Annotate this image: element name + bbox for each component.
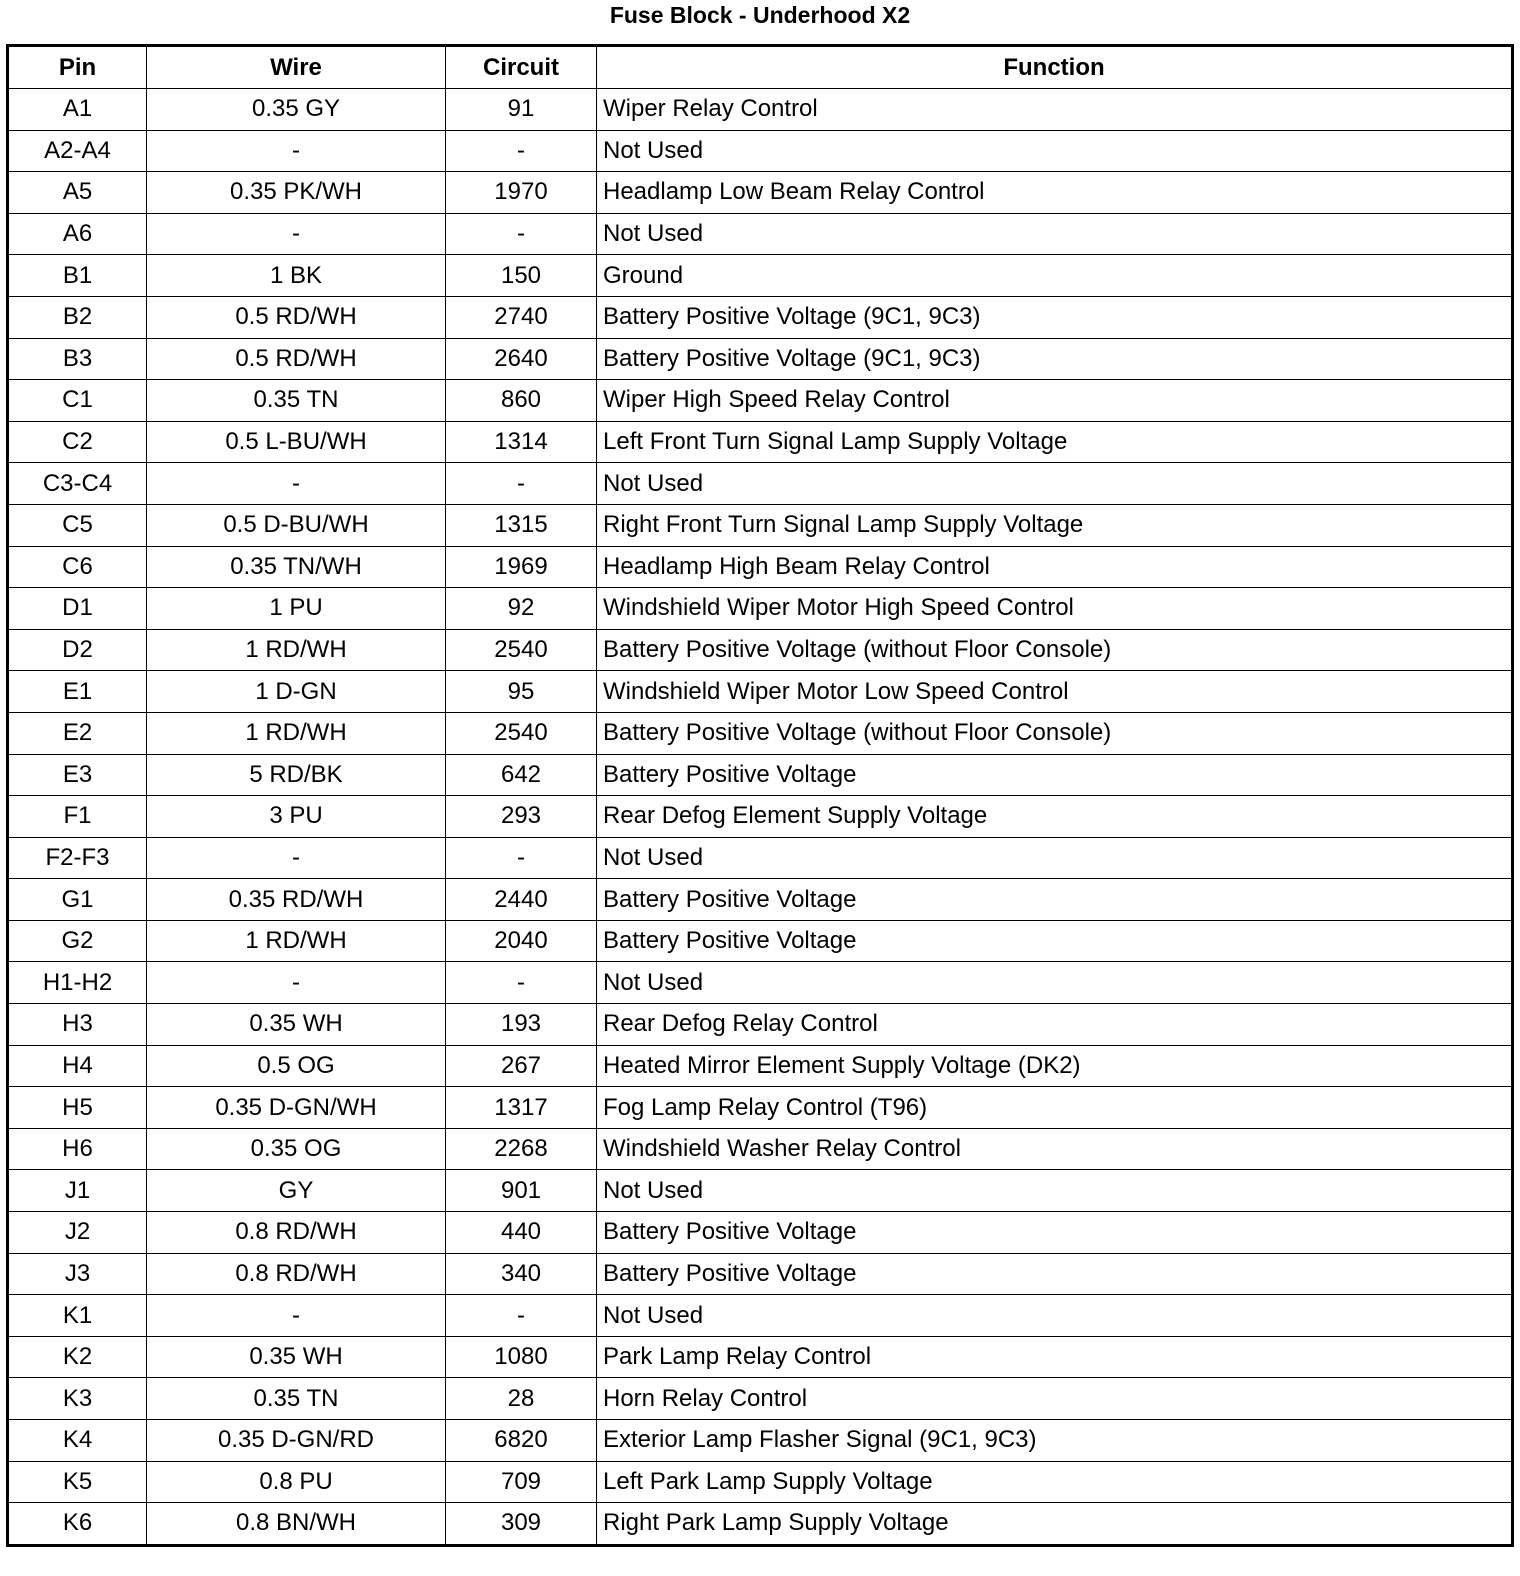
cell-function: Left Front Turn Signal Lamp Supply Voltage: [597, 421, 1513, 463]
cell-function: Fog Lamp Relay Control (T96): [597, 1087, 1513, 1129]
cell-wire: 0.35 OG: [147, 1128, 446, 1170]
cell-function: Horn Relay Control: [597, 1378, 1513, 1420]
table-row: [8, 1004, 1513, 1046]
cell-function: Not Used: [597, 962, 1513, 1004]
cell-wire: 1 D-GN: [147, 671, 446, 713]
cell-circuit: 340: [446, 1253, 597, 1295]
cell-pin: E2: [8, 712, 147, 754]
table-row: [8, 1336, 1513, 1378]
cell-circuit: 2740: [446, 296, 597, 338]
cell-function: Not Used: [597, 463, 1513, 505]
table-row: [8, 1212, 1513, 1254]
cell-wire: -: [147, 1295, 446, 1337]
cell-function: Left Park Lamp Supply Voltage: [597, 1461, 1513, 1503]
table-row: [8, 296, 1513, 338]
table-row: [8, 1045, 1513, 1087]
table-row: [8, 504, 1513, 546]
cell-circuit: -: [446, 213, 597, 255]
cell-function: Wiper Relay Control: [597, 89, 1513, 131]
cell-circuit: 2640: [446, 338, 597, 380]
cell-function: Right Park Lamp Supply Voltage: [597, 1503, 1513, 1546]
cell-circuit: 91: [446, 89, 597, 131]
cell-circuit: -: [446, 962, 597, 1004]
cell-function: Battery Positive Voltage: [597, 1253, 1513, 1295]
cell-wire: 1 RD/WH: [147, 712, 446, 754]
connector-pinout-table: [6, 44, 1514, 1547]
table-row: [8, 1420, 1513, 1462]
cell-pin: D2: [8, 629, 147, 671]
cell-function: Wiper High Speed Relay Control: [597, 380, 1513, 422]
cell-pin: K3: [8, 1378, 147, 1420]
cell-wire: 3 PU: [147, 796, 446, 838]
table-row: [8, 879, 1513, 921]
table-row: [8, 1170, 1513, 1212]
cell-wire: 0.35 PK/WH: [147, 172, 446, 214]
cell-function: Headlamp High Beam Relay Control: [597, 546, 1513, 588]
table-row: [8, 213, 1513, 255]
cell-circuit: 2268: [446, 1128, 597, 1170]
table-header-row: [8, 46, 1513, 89]
table-row: [8, 172, 1513, 214]
cell-circuit: 309: [446, 1503, 597, 1546]
cell-wire: -: [147, 962, 446, 1004]
cell-function: Park Lamp Relay Control: [597, 1336, 1513, 1378]
cell-wire: GY: [147, 1170, 446, 1212]
cell-pin: F1: [8, 796, 147, 838]
cell-circuit: -: [446, 837, 597, 879]
header-function: Function: [597, 46, 1513, 89]
cell-circuit: -: [446, 463, 597, 505]
cell-pin: K5: [8, 1461, 147, 1503]
cell-wire: -: [147, 837, 446, 879]
table-row: [8, 1503, 1513, 1546]
cell-circuit: 2440: [446, 879, 597, 921]
cell-wire: 0.35 WH: [147, 1004, 446, 1046]
cell-function: Windshield Washer Relay Control: [597, 1128, 1513, 1170]
cell-function: Battery Positive Voltage: [597, 754, 1513, 796]
table-row: [8, 255, 1513, 297]
cell-circuit: 2540: [446, 712, 597, 754]
table-row: [8, 754, 1513, 796]
cell-wire: 0.5 OG: [147, 1045, 446, 1087]
table-row: [8, 130, 1513, 172]
table-row: [8, 920, 1513, 962]
table-row: [8, 89, 1513, 131]
cell-function: Not Used: [597, 1170, 1513, 1212]
cell-pin: J2: [8, 1212, 147, 1254]
table-row: [8, 837, 1513, 879]
cell-function: Not Used: [597, 130, 1513, 172]
cell-wire: -: [147, 130, 446, 172]
cell-wire: 0.8 RD/WH: [147, 1253, 446, 1295]
cell-circuit: 95: [446, 671, 597, 713]
cell-pin: C5: [8, 504, 147, 546]
table-row: [8, 712, 1513, 754]
cell-wire: 0.35 GY: [147, 89, 446, 131]
cell-pin: K4: [8, 1420, 147, 1462]
header-wire: Wire: [147, 46, 446, 89]
document-title: Fuse Block - Underhood X2: [609, 2, 911, 28]
cell-function: Not Used: [597, 1295, 1513, 1337]
table-row: [8, 1253, 1513, 1295]
cell-pin: D1: [8, 588, 147, 630]
cell-circuit: 1317: [446, 1087, 597, 1129]
cell-circuit: 2040: [446, 920, 597, 962]
cell-function: Ground: [597, 255, 1513, 297]
table-row: [8, 1087, 1513, 1129]
cell-pin: A1: [8, 89, 147, 131]
cell-pin: B2: [8, 296, 147, 338]
cell-wire: 1 RD/WH: [147, 920, 446, 962]
header-pin: Pin: [8, 46, 147, 89]
cell-wire: 0.5 RD/WH: [147, 338, 446, 380]
cell-wire: 0.35 RD/WH: [147, 879, 446, 921]
cell-circuit: 92: [446, 588, 597, 630]
table-row: [8, 338, 1513, 380]
cell-wire: 1 BK: [147, 255, 446, 297]
cell-circuit: -: [446, 130, 597, 172]
cell-pin: J3: [8, 1253, 147, 1295]
cell-function: Not Used: [597, 213, 1513, 255]
cell-pin: J1: [8, 1170, 147, 1212]
cell-wire: -: [147, 463, 446, 505]
cell-circuit: 28: [446, 1378, 597, 1420]
cell-circuit: 709: [446, 1461, 597, 1503]
cell-pin: E1: [8, 671, 147, 713]
header-circuit: Circuit: [446, 46, 597, 89]
cell-circuit: 1080: [446, 1336, 597, 1378]
table-row: [8, 962, 1513, 1004]
cell-wire: 1 RD/WH: [147, 629, 446, 671]
table-row: [8, 1128, 1513, 1170]
cell-function: Battery Positive Voltage (without Floor Console): [597, 629, 1513, 671]
table-row: [8, 380, 1513, 422]
table-row: [8, 421, 1513, 463]
cell-function: Headlamp Low Beam Relay Control: [597, 172, 1513, 214]
cell-pin: C1: [8, 380, 147, 422]
cell-wire: 0.5 L-BU/WH: [147, 421, 446, 463]
cell-function: Battery Positive Voltage: [597, 879, 1513, 921]
cell-function: Windshield Wiper Motor Low Speed Control: [597, 671, 1513, 713]
cell-circuit: 1315: [446, 504, 597, 546]
cell-function: Exterior Lamp Flasher Signal (9C1, 9C3): [597, 1420, 1513, 1462]
cell-wire: 1 PU: [147, 588, 446, 630]
cell-pin: H1-H2: [8, 962, 147, 1004]
cell-function: Rear Defog Relay Control: [597, 1004, 1513, 1046]
cell-wire: 0.35 TN: [147, 1378, 446, 1420]
cell-pin: H6: [8, 1128, 147, 1170]
cell-pin: K6: [8, 1503, 147, 1546]
table-row: [8, 796, 1513, 838]
cell-wire: 0.35 TN/WH: [147, 546, 446, 588]
cell-function: Battery Positive Voltage (9C1, 9C3): [597, 296, 1513, 338]
cell-circuit: 1970: [446, 172, 597, 214]
cell-pin: A2-A4: [8, 130, 147, 172]
cell-function: Battery Positive Voltage: [597, 1212, 1513, 1254]
cell-circuit: 642: [446, 754, 597, 796]
table-row: [8, 629, 1513, 671]
cell-pin: G2: [8, 920, 147, 962]
cell-wire: 0.35 TN: [147, 380, 446, 422]
cell-circuit: 860: [446, 380, 597, 422]
cell-function: Heated Mirror Element Supply Voltage (DK2): [597, 1045, 1513, 1087]
cell-pin: K1: [8, 1295, 147, 1337]
cell-function: Battery Positive Voltage: [597, 920, 1513, 962]
cell-pin: H3: [8, 1004, 147, 1046]
cell-function: Right Front Turn Signal Lamp Supply Voltage: [597, 504, 1513, 546]
cell-pin: K2: [8, 1336, 147, 1378]
cell-function: Not Used: [597, 837, 1513, 879]
cell-circuit: 267: [446, 1045, 597, 1087]
table-row: [8, 1378, 1513, 1420]
cell-pin: F2-F3: [8, 837, 147, 879]
cell-wire: 0.5 D-BU/WH: [147, 504, 446, 546]
table-row: [8, 588, 1513, 630]
cell-pin: B1: [8, 255, 147, 297]
cell-circuit: 6820: [446, 1420, 597, 1462]
cell-circuit: 901: [446, 1170, 597, 1212]
cell-pin: A6: [8, 213, 147, 255]
cell-pin: C2: [8, 421, 147, 463]
table-body: [8, 89, 1513, 1546]
table-row: [8, 1461, 1513, 1503]
cell-wire: 0.35 WH: [147, 1336, 446, 1378]
cell-pin: H4: [8, 1045, 147, 1087]
cell-pin: E3: [8, 754, 147, 796]
cell-function: Battery Positive Voltage (without Floor Console): [597, 712, 1513, 754]
cell-circuit: 440: [446, 1212, 597, 1254]
table-row: [8, 463, 1513, 505]
cell-circuit: 2540: [446, 629, 597, 671]
cell-wire: 0.8 BN/WH: [147, 1503, 446, 1546]
cell-wire: -: [147, 213, 446, 255]
cell-circuit: 293: [446, 796, 597, 838]
cell-function: Battery Positive Voltage (9C1, 9C3): [597, 338, 1513, 380]
cell-wire: 5 RD/BK: [147, 754, 446, 796]
cell-wire: 0.35 D-GN/WH: [147, 1087, 446, 1129]
cell-pin: A5: [8, 172, 147, 214]
cell-circuit: -: [446, 1295, 597, 1337]
cell-pin: B3: [8, 338, 147, 380]
cell-pin: G1: [8, 879, 147, 921]
cell-function: Windshield Wiper Motor High Speed Control: [597, 588, 1513, 630]
cell-wire: 0.5 RD/WH: [147, 296, 446, 338]
cell-pin: C3-C4: [8, 463, 147, 505]
cell-pin: C6: [8, 546, 147, 588]
cell-pin: H5: [8, 1087, 147, 1129]
cell-function: Rear Defog Element Supply Voltage: [597, 796, 1513, 838]
cell-circuit: 1314: [446, 421, 597, 463]
table-row: [8, 546, 1513, 588]
cell-circuit: 193: [446, 1004, 597, 1046]
cell-wire: 0.8 PU: [147, 1461, 446, 1503]
cell-circuit: 150: [446, 255, 597, 297]
table-row: [8, 671, 1513, 713]
cell-wire: 0.8 RD/WH: [147, 1212, 446, 1254]
cell-circuit: 1969: [446, 546, 597, 588]
cell-wire: 0.35 D-GN/RD: [147, 1420, 446, 1462]
table-row: [8, 1295, 1513, 1337]
